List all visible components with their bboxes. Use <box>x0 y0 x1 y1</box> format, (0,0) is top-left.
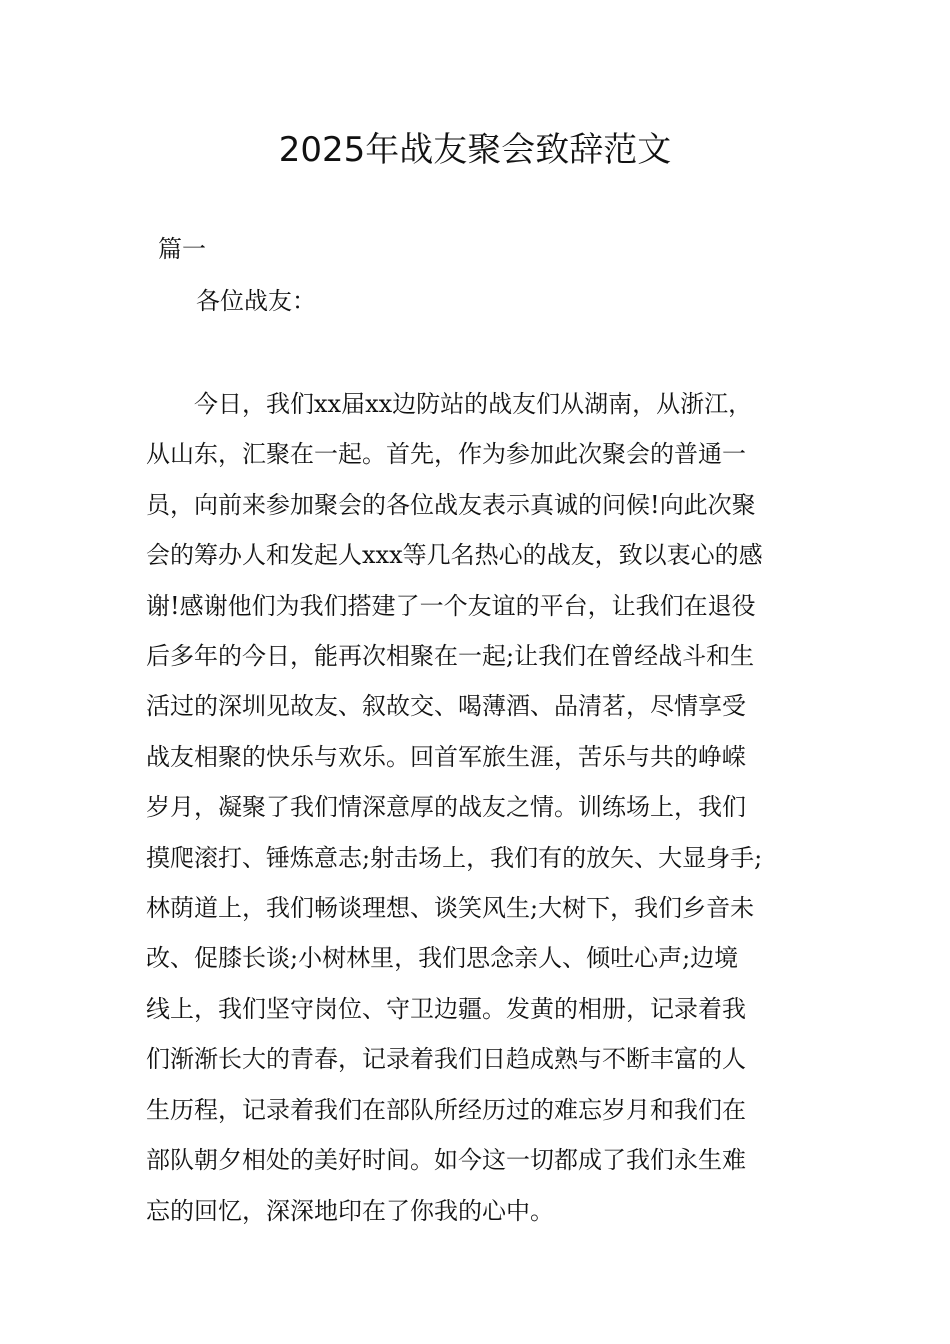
body-line: 摸爬滚打、锤炼意志;射击场上，我们有的放矢、大显身手; <box>146 843 763 872</box>
body-line: 改、促膝长谈;小树林里，我们思念亲人、倾吐心声;边境 <box>146 944 739 973</box>
body-line: 忘的回忆，深深地印在了你我的心中。 <box>146 1196 554 1225</box>
body-paragraph <box>146 379 816 1236</box>
body-line: 今日，我们xx届xx边防站的战友们从湖南，从浙江， <box>194 390 753 418</box>
body-line: 战友相聚的快乐与欢乐。回首军旅生涯，苦乐与共的峥嵘 <box>146 742 746 771</box>
body-line: 谢!感谢他们为我们搭建了一个友谊的平台，让我们在退役 <box>146 591 756 620</box>
body-line: 会的筹办人和发起人xxx等几名热心的战友，致以衷心的感 <box>146 541 763 570</box>
document-title: 2025年战友聚会致辞范文 <box>278 130 672 170</box>
body-line: 们渐渐长大的青春，记录着我们日趋成熟与不断丰富的人 <box>146 1045 746 1074</box>
body-line: 活过的深圳见故友、叙故交、喝薄酒、品清茗，尽情享受 <box>146 692 746 721</box>
body-line: 林荫道上，我们畅谈理想、谈笑风生;大树下，我们乡音未 <box>146 894 755 923</box>
salutation: 各位战友： <box>196 287 316 315</box>
body-line: 员，向前来参加聚会的各位战友表示真诚的问候!向此次聚 <box>146 490 756 519</box>
body-line: 岁月，凝聚了我们情深意厚的战友之情。训练场上，我们 <box>146 793 746 822</box>
body-line: 后多年的今日，能再次相聚在一起;让我们在曾经战斗和生 <box>146 642 755 671</box>
section-label: 篇一 <box>158 235 206 263</box>
body-line: 线上，我们坚守岗位、守卫边疆。发黄的相册，记录着我 <box>146 994 746 1023</box>
body-line: 从山东，汇聚在一起。首先，作为参加此次聚会的普通一 <box>146 440 746 469</box>
body-line: 部队朝夕相处的美好时间。如今这一切都成了我们永生难 <box>146 1146 746 1175</box>
body-line: 生历程，记录着我们在部队所经历过的难忘岁月和我们在 <box>146 1095 746 1124</box>
